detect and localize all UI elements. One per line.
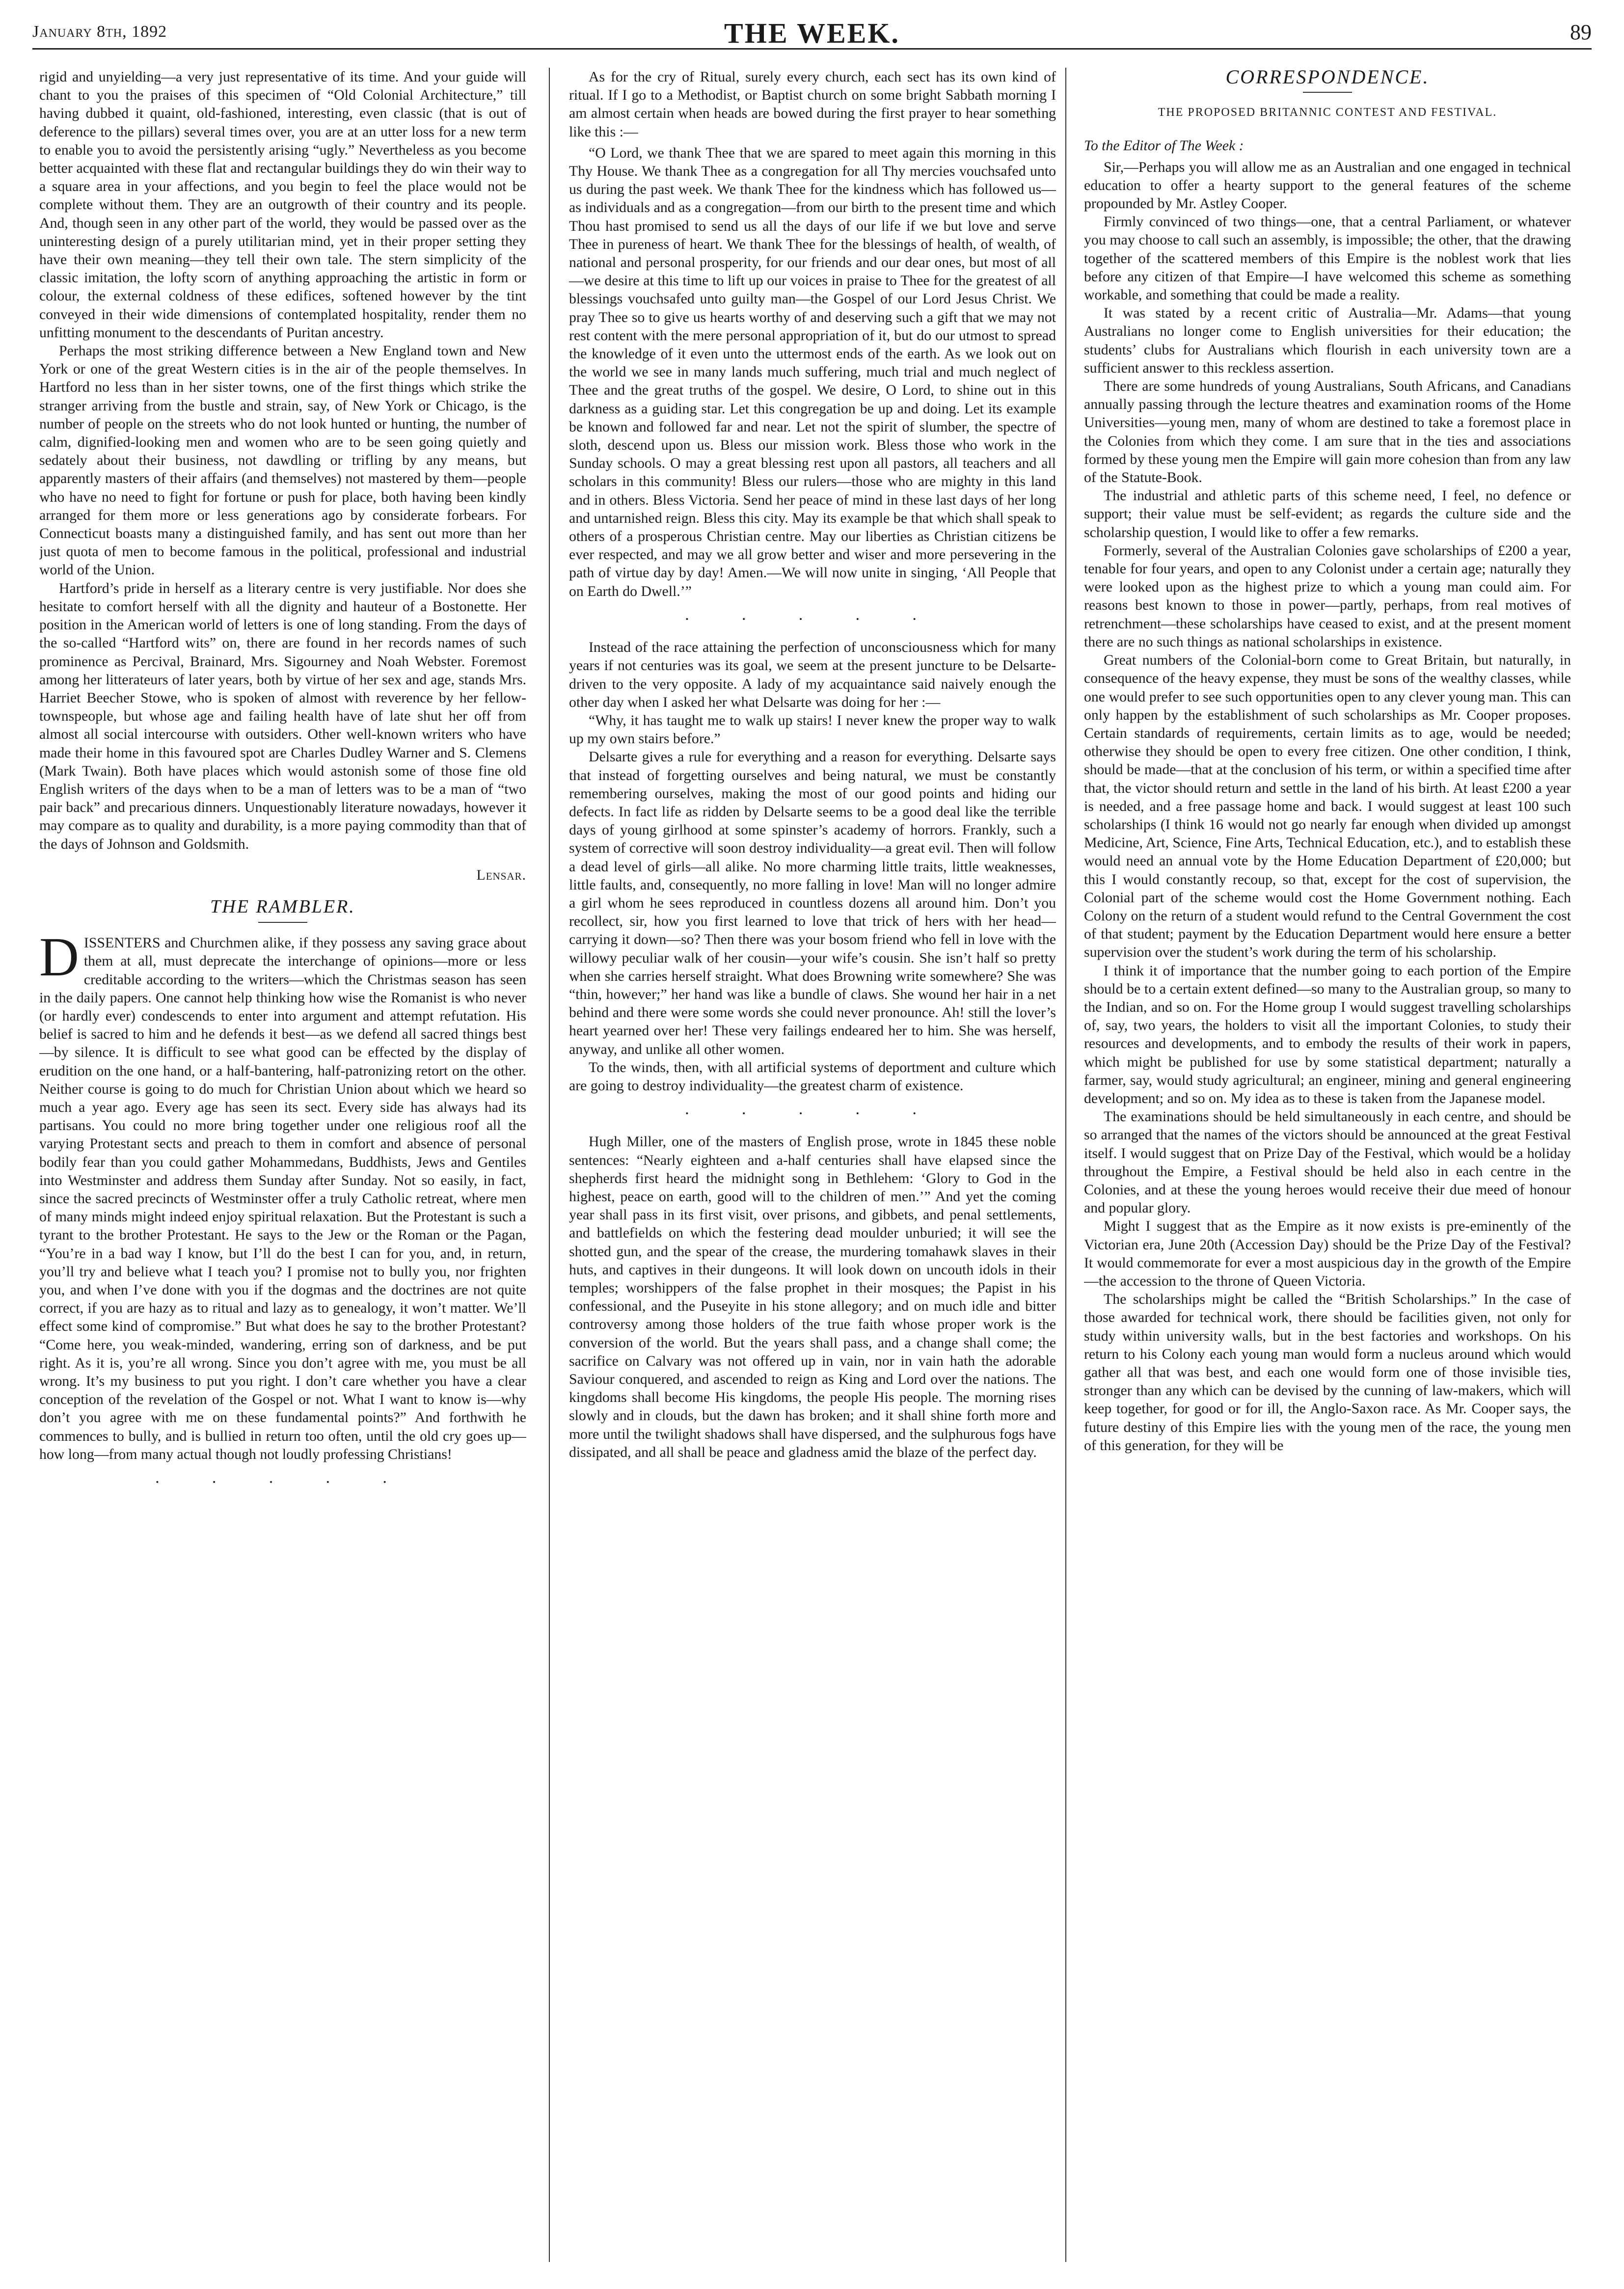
section-break-dots: · · · · · (684, 610, 941, 628)
letter-paragraph: Firmly convinced of two things—one, that a central Parliament, or whatever you may choose to call such an assembly, is impossible; the other, that the drawing together of the scattered members of this Empire is the noblest work that lies before any citizen of that Empire—I have welcomed this scheme as something workable, and something that could be made a reality. (1084, 214, 1571, 303)
column-2 (569, 68, 1056, 2262)
letter-paragraph: The industrial and athletic parts of this scheme need, I feel, no defence or support; their value must be self-evident; as regards the culture side and the scholarship question, I would like to offer a few remarks. (1084, 487, 1571, 540)
section-title-rambler: THE RAMBLER. (210, 896, 355, 917)
letter-paragraph: Sir,—Perhaps you will allow me as an Australian and one engaged in technical education to offer a hearty support to the general features of the scheme propounded by Mr. Astley Cooper. (1084, 159, 1571, 212)
letter-paragraph: There are some hundreds of young Australians, South Africans, and Canadians annually passing through the lecture theatres and examination rooms of the Home Universities—young men, many of whom are destined to take a foremost place in the Colonies from which they come. I am sure that in the ties and associations formed by these young men the Empire will gain more cohesion than from any law of the Statute-Book. (1084, 378, 1571, 486)
letter-paragraph: Might I suggest that as the Empire as it now exists is pre-eminently of the Victorian era, June 20th (Accession Day) should be the Prize Day of the Festival? It would commemorate for ever a most auspicious day in the growth of the Empire—the accession to the throne of Queen Victoria. (1084, 1218, 1571, 1289)
article-paragraph: Hartford’s pride in herself as a literary centre is very justifiable. Nor does she hesitate to comfort herself with all the dignity and hauteur of a Bostonette. Her position in the American world of letters is one of long standing. From the days of the so-called “Hartford wits” on, there are found in her records names of such prominence as Percival, Brainard, Mrs. Sigourney and Noah Webster. Foremost among her litterateurs of later years, both by virtue of her sex and age, stands Mrs. Harriet Beecher Stowe, who is spoken of almost with reverence by her fellow-townspeople, but whose age and failing health have of late shut her off from almost all social intercourse with outsiders. Other well-known writers who have made their home in this favoured spot are Charles Dudley Warner and S. Clemens (Mark Twain). Both have places which would astonish some of those fine old English writers of the days when to be a man of letters was to be a man of “two pair back” and precarious dinners. Unquestionably literature nowadays, however it may compare as to quality and durability, is a more paying commodity than that of the days of Johnson and Goldsmith. (39, 580, 526, 852)
column-1 (39, 68, 526, 2262)
letter-paragraph: The examinations should be held simultaneously in each centre, and should be so arranged that the names of the victors should be announced at the great Festival itself. I would suggest that on Prize Day of the Festival, which would be a holiday throughout the Empire, a Festival should be held also in each centre in the Colonies, and at these the young heroes would receive their due meed of honour and popular glory. (1084, 1108, 1571, 1216)
rambler-text: ISSENTERS and Churchmen alike, if they possess any saving grace about them at all, must deprecate the interchange of opinions—more or less creditable according to the writers—which the Christmas season has seen in the daily papers. One cannot help thinking how wise the Romanist is who never (or hardly ever) condescends to enter into argument and attempt refutation. His belief is sacred to him and he defends it best—as we defend all sacred things best—by silence. It is difficult to see what good can be effected by the display of erudition on the one hand, or a half-bantering, half-patronizing retort on the other. Neither course is going to do much for Christian Union about which we heard so much a year ago. Every age has seen its sect. Every side has always had its partisans. You could no more bring together under one religious roof all the varying Protestant sects and preach to them in comfort and absence of personal bodily fear than you could gather Mohammedans, Buddhists, Jews and Gentiles into Westminster and address them Sunday after Sunday. Not so easily, in fact, since the sacred precincts of Westminster offer a truly Catholic retreat, where men of many minds might indeed enjoy spiritual relaxation. But the Protestant is such a tyrant to the brother Protestant. He says to the Jew or the Roman or the Pagan, “You’re in a bad way I know, but I’ll do the best I can for you, and, in return, you’ll try and believe what I teach you? I promise not to bully you, nor frighten you, and when I’ve done with you if the dogmas and the doctrines are not quite correct, if you are hazy as to ritual and lazy as to genealogy, it won’t matter. We’ll effect some kind of compromise.” But what does he say to the brother Protestant? “Come here, you weak-minded, wandering, erring son of darkness, and be put right. As it is, you’re all wrong. Since you don’t agree with me, you must be all wrong. It’s my business to put you right. I don’t care whether you have a clear conception of the revelation of the Gospel or not. What I want to know is—why don’t you agree with me on these fundamental points?” And forthwith he commences to bully, and is bullied in return too often, until the old cry goes up—how long—from many actual though not loudly professing Christians! (39, 935, 526, 1462)
article-paragraph: As for the cry of Ritual, surely every church, each sect has its own kind of ritual. If I go to a Methodist, or Baptist church on some bright Sabbath morning I am almost certain when heads are bowed during the first prayer to hear something like this :— (569, 69, 1056, 140)
column-divider-2 (1065, 68, 1066, 2262)
letter-paragraph: It was stated by a recent critic of Australia—Mr. Adams—that young Australians no longer come to English universities for their education; the students’ clubs for Australians which flourish in each university town are a sufficient answer to this reckless assertion. (1084, 305, 1571, 376)
title-rule (258, 922, 307, 923)
drop-cap: D (39, 927, 79, 988)
column-3 (1084, 68, 1571, 2262)
rambler-paragraph (39, 927, 526, 1463)
article-paragraph: “Why, it has taught me to walk up stairs! I never knew the proper way to walk up my own stairs before.” (569, 712, 1056, 747)
article-paragraph: To the winds, then, with all artificial systems of deportment and culture which are going to destroy individuality—the greatest charm of existence. (569, 1059, 1056, 1094)
article-paragraph: Instead of the race attaining the perfection of unconsciousness which for many years if not centuries was its goal, we seem at the present juncture to be Delsarte-driven to the very opposite. A lady of my acquaintance said naively enough the other day when I asked her what Delsarte was doing for her :— (569, 639, 1056, 710)
section-title-correspondence: CORRESPONDENCE. (1225, 68, 1430, 88)
letter-paragraph: The scholarships might be called the “British Scholarships.” In the case of those awarded for technical work, there should be facilities given, not only for study within university walls, but in the best factories and workshops. On his return to his Colony each young man would form a nucleus around which would gather all that was best, and each one would form one of those invisible ties, stronger than any which can be devised by the cunning of law-makers, which will keep together, for good or for ill, the Anglo-Saxon race. As Mr. Cooper says, the future destiny of this Empire lies with the young men of the race, the young men of this generation, for they will be (1084, 1291, 1571, 1454)
article-paragraph: Hugh Miller, one of the masters of English prose, wrote in 1845 these noble sentences: “Nearly eighteen and a-half centuries shall have elapsed since the shepherds first heard the midnight song in Bethlehem: ‘Glory to God in the highest, peace on earth, good will to the children of men.’” And yet the coming year shall pass in its first visit, over prisons, and gibbets, and penal settlements, and battlefields on which the festering dead moulder unburied; it will see the shotted gun, and the spear of the crease, the murdering tomahawk slaves in their huts, and captives in their dungeons. It will look down on uncouth idols in their temples; worshippers of the false prophet in their mosques; the Papist in his confessional, and the Puseyite in his stone allegory; and on much idle and bitter controversy among those holders of the true faith whose proper work is the conversion of the world. But the years shall pass, and a change shall come; the sacrifice on Calvary was not offered up in vain, nor in vain hath the adorable Saviour conquered, and ascended to reign as King and Lord over the nations. The kingdoms shall become His kingdoms, the people His people. The morning rises slowly and in clouds, but the dawn has broken; and it shall shine forth more and more until the twilight shadows shall have dispersed, and the sulphurous fogs have dissipated, and all shall be peace and gladness amid the blaze of the perfect day. (569, 1133, 1056, 1460)
author-signature: Lensar. (476, 866, 526, 883)
letter-salutation: To the Editor of The Week : (1084, 137, 1244, 154)
letter-heading: THE PROPOSED BRITANNIC CONTEST AND FESTIVAL. (1158, 106, 1497, 119)
title-rule (1303, 92, 1352, 93)
prayer-quote: “O Lord, we thank Thee that we are spared to meet again this morning in this Thy House. We thank Thee as a congregation for all Thy mercies vouchsafed unto us during the past week. We thank Thee for the kindness which has followed us—as individuals and as a congregation—from our birth to the present time and which Thou hast promised to send us all the days of our life if we but love and serve Thee in pureness of heart. We thank Thee for the blessings of health, of wealth, of national and personal prosperity, for our friends and our dear ones, but most of all—we desire at this time to lift up our voices in praise to Thee for the greatest of all blessings vouchsafed unto guilty man—the Gospel of our Lord Jesus Christ. We pray Thee so to give us hearts worthy of and deserving such a gift that we may not rest content with the mere personal appropriation of it, but do our utmost to spread the knowledge of it even unto the uttermost ends of the earth. As we look out on the world we see in many lands much suffering, much trial and much neglect of Thee and the great truths of the gospel. We desire, O Lord, to shine out in this darkness as a guiding star. Let this congregation be up and doing. Let its example be known and followed far and near. Let not the spirit of slumber, the spectre of sloth, descend upon us. Bless our mission work. Bless those who work in the Sunday schools. O may a great blessing rest upon all pastors, all teachers and all scholars in this community! Bless our rulers—those who are mighty in this land and in others. Bless Victoria. Send her peace of mind in these last days of her long and untarnished reign. Bless this city. May its example be that which shall speak to others of a prosperous Christian centre. May our liberties as Christian citizens be ever respected, and may we all grow better and wiser and more persevering in the path of virtue day by day! Amen.—We will now unite in singing, ‘All People that on Earth do Dwell.’” (569, 144, 1056, 599)
masthead-title: THE WEEK. (724, 17, 900, 49)
article-paragraph: rigid and unyielding—a very just representative of its time. And your guide will chant to you the praises of this specimen of “Old Colonial Architecture,” till having dubbed it quaint, old-fashioned, interesting, even classic (that is out of deference to the pillars) several times over, you are at an utter loss for a new term to enable you to avoid the persistently arising “ugly.” Nevertheless as you become better acquainted with these flat and rectangular buildings they do win their way to a square area in your affections, and you begin to feel the place would not be complete without them. They are an outgrowth of their country and its people. And, though seen in any other part of the world, they would be passed over as the uninteresting design of a purely utilitarian mind, yet in their proper setting they have their own meaning—they tell their own tale. The stern simplicity of the classic imitation, the lofty scorn of anything approaching the artistic in form or colour, the external coldness of these edifices, softened however by the tint conveyed in their wide dimensions of contemplated hospitality, render them no unfitting monument to the descendants of Puritan ancestry. (39, 69, 526, 341)
letter-paragraph: Great numbers of the Colonial-born come to Great Britain, but naturally, in consequence of the heavy expense, they must be sons of the wealthy classes, while one would prefer to see such opportunities open to any clever young man. This can only happen by the establishment of such scholarships as Mr. Cooper proposes. Certain standards of requirements, certain limits as to age, would be needed; otherwise they should be open to every free citizen. One other condition, I think, should be made—that at the conclusion of his term, or within a specified time after that, the victor should return and settle in the land of his birth. At least £200 a year is needed, and a free passage home and back. I would suggest at least 100 such scholarships (I think 16 would not go nearly far enough when divided up amongst Medicine, Art, Science, Fine Arts, Technical Education, etc.), and to establish these would need an annual vote by the Home Education Department of £20,000; but this I would constantly recoup, so that, except for the cost of supervision, the Colonial part of the scheme would cost the Home Government nothing. Each Colony on the return of a student would refund to the Central Government the cost of that student; payment by the Education Department would here ensure a better supervision over the student’s work during the term of his scholarship. (1084, 652, 1571, 961)
page-number: 89 (1570, 20, 1592, 44)
page-header (32, 16, 1592, 50)
letter-paragraph: Formerly, several of the Australian Colonies gave scholarships of £200 a year, tenable for four years, and open to any Colonist under a certain age; naturally they were looked upon as the highest prize to which a young man could aim. For reasons best known to those in power—partly, perhaps, from real motives of retrenchment—these scholarships have ceased to exist, and at the present moment there are no such things as national scholarships in existence. (1084, 542, 1571, 650)
article-paragraph: Perhaps the most striking difference between a New England town and New York or one of the great Western cities is in the air of the people themselves. In Hartford no less than in her sister towns, one of the first things which strike the stranger arriving from the bustle and strain, say, of New York or Chicago, is the number of people on the streets who do not look hunted or hunting, the number of calm, dignified-looking men and women who are to be seen going quietly and sedately about their business, not dawdling or trifling by any means, but apparently masters of their affairs (and themselves) not mastered by them—people who have no need to fight for fortune or push for place, both having been kindly arranged for them more or less generations ago by considerate forbears. For Connecticut boasts many a distinguished family, and has sent out more than her just quota of men to become famous in the political, professional and industrial world of the Union. (39, 343, 526, 578)
column-divider-1 (549, 68, 550, 2262)
issue-date: January 8th, 1892 (32, 23, 167, 41)
letter-paragraph: I think it of importance that the number going to each portion of the Empire should be to a certain extent defined—so many to the Australian group, so many to the Indian, and so on. For the Home group I would suggest travelling scholarships of, say, two years, the holders to visit all the important Colonies, to study their resources and developments, and to embody the results of their work in papers, which might be published for use by some statistical department; naturally a farmer, say, would study agricultural; an engineer, mining and general engineering development; and so on. My idea as to these is taken from the Japanese model. (1084, 962, 1571, 1106)
section-break-dots: · · · · · (684, 1104, 941, 1123)
section-break-dots: · · · · · (154, 1473, 411, 1492)
article-paragraph: Delsarte gives a rule for everything and a reason for everything. Delsarte says that instead of forgetting ourselves and being natural, we must be constantly remembering ourselves, making the most of our good points and hiding our defects. In fact life as ridden by Delsarte seems to be a good deal like the terrible days of young girlhood at some spinster’s academy of horrors. Frankly, such a system of corrective will soon destroy individuality—a great evil. Then will follow a dead level of girls—all alike. No more charming little traits, little weaknesses, little faults, and, consequently, no more falling in love! Man will no longer admire a girl whom he sees reproduced in countless dozens all around him. Don’t you recollect, sir, how you first learned to love that trick of hers with her head—carrying it down—so? Then there was your bosom friend who fell in love with the willowy peculiar walk of her cousin—your wife’s cousin. She isn’t half so pretty when she carries herself straight. What does Browning write somewhere? She was “thin, however;” her hand was like a bundle of claws. She wound her hair in a net behind and there were some words she could never pronounce. Ah! still the lover’s heart yearned over her! These very failings endeared her to him. She was herself, anyway, and unlike all other women. (569, 749, 1056, 1057)
